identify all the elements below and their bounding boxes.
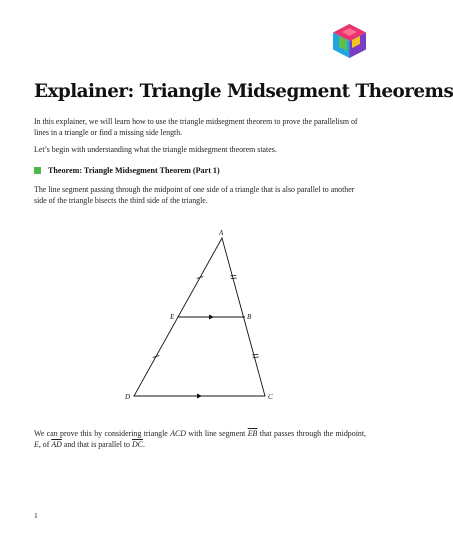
point-label-d: D <box>125 393 131 401</box>
parallel-arrow-icon <box>209 315 214 320</box>
segment-eb: $\overline{EB}$ <box>247 429 258 438</box>
lets-begin-paragraph: Let’s begin with understanding what the triangle midsegment theorem states. <box>34 145 277 154</box>
double-tick-bc-1 <box>252 354 258 355</box>
double-tick-bc-2 <box>253 357 259 358</box>
proof-text: We can prove this by considering triangle <box>34 429 171 438</box>
point-label-c: C <box>268 393 273 401</box>
segment-ad: $\overline{AD}$ <box>51 440 62 449</box>
point-label-e: E <box>170 313 175 321</box>
theorem-heading <box>34 166 220 175</box>
point-label-b: B <box>247 313 252 321</box>
double-tick-ab-2 <box>231 278 237 279</box>
nagwa-logo-icon <box>333 24 366 58</box>
proof-text: . <box>142 440 145 449</box>
green-square-bullet-icon <box>34 167 41 174</box>
intro-paragraph: In this explainer, we will learn how to use the triangle midsegment theorem to prove the parallelism of lines in a triangle or find a missing side length. <box>34 117 358 137</box>
proof-paragraph <box>34 428 366 450</box>
triangle-name: ACD <box>170 429 186 438</box>
midpoint-e: E <box>34 440 39 449</box>
point-label-a: A <box>219 229 224 237</box>
proof-text: , of <box>38 440 52 449</box>
theorem-statement: The line segment passing through the midpoint of one side of a triangle that is also parallel to another side of the triangle bisects the third side of the triangle. <box>34 185 355 205</box>
proof-text: that passes through the midpoint, <box>257 429 366 438</box>
proof-text: with line segment <box>186 429 248 438</box>
page-title: Explainer: Triangle Midsegment Theorems <box>34 81 453 102</box>
page-number: 1 <box>34 511 38 520</box>
triangle-diagram <box>110 226 290 406</box>
double-tick-ab-1 <box>230 275 236 276</box>
segment-dc: $\overline{DC}$ <box>131 440 143 449</box>
parallel-arrow-icon <box>197 394 202 399</box>
theorem-title: Theorem: Triangle Midsegment Theorem (Part 1) <box>48 166 220 175</box>
proof-text: and that is parallel to <box>61 440 132 449</box>
